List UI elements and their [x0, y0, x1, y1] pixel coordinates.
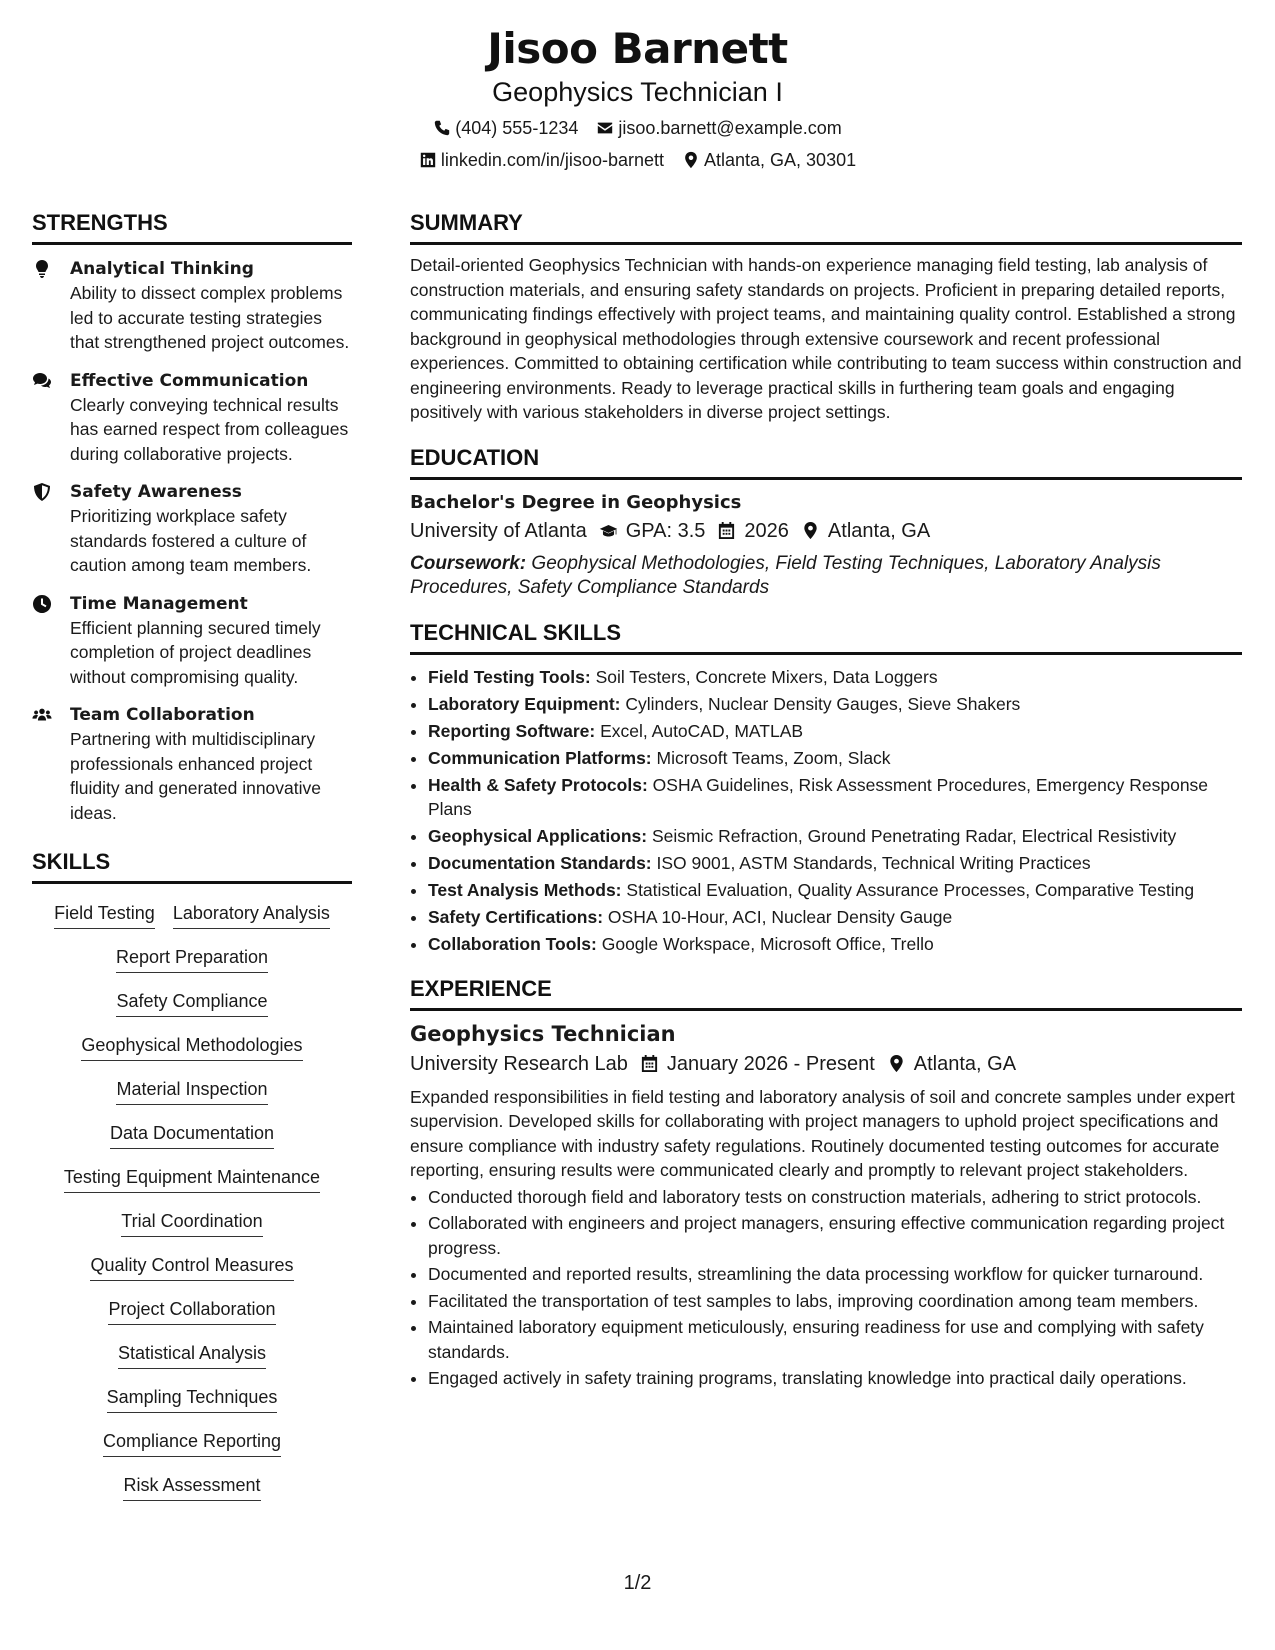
degree-name: Bachelor's Degree in Geophysics — [410, 491, 742, 513]
linkedin-contact[interactable] — [419, 148, 664, 172]
skill-tag: Report Preparation — [116, 944, 268, 973]
strength-desc: Ability to dissect complex problems led to accurate testing strategies that strengthened project outcomes. — [70, 283, 350, 352]
skill-tag: Field Testing — [54, 900, 155, 929]
location-text: Atlanta, GA, 30301 — [704, 150, 857, 170]
list-item: • Maintained laboratory equipment meticulously, ensuring readiness for use and complying with safety standards. — [428, 1315, 1242, 1364]
summary-text: Detail-oriented Geophysics Technician with hands-on experience managing field testing, lab analysis of construction materials, and ensuring safety standards on projects. Proficient in preparing detailed reports, communicating findings effectively with project teams, and maintaining quality control. Established a strong background in geophysical methodologies through extensive coursework and recent professional experiences. Committed to obtaining certification while contributing to team success within construction and engineering environments. Ready to leverage practical skills in furthering team goals and engaging positively with various stakeholders in diverse project settings. — [410, 255, 1242, 422]
job-dates: January 2026 - Present — [666, 1052, 875, 1075]
job-location: Atlanta, GA — [913, 1052, 1017, 1075]
graduation-year: 2026 — [744, 519, 789, 542]
strength-title: Time Management — [70, 593, 248, 614]
strength-title: Effective Communication — [70, 370, 309, 391]
dates-item — [640, 1049, 875, 1079]
gpa-text: GPA: 3.5 — [625, 519, 706, 542]
contact-row-1 — [0, 116, 1275, 140]
list-item — [428, 905, 1242, 929]
skill-tag: Testing Equipment Maintenance — [64, 1164, 320, 1193]
technical-skills-list — [410, 665, 1242, 956]
skill-tag: Trial Coordination — [121, 1208, 262, 1237]
skill-values: ISO 9001, ASTM Standards, Technical Writing Practices — [656, 852, 1091, 873]
skill-category: Documentation Standards: — [428, 852, 652, 873]
education-section — [410, 445, 1242, 600]
skill-tag: Project Collaboration — [108, 1296, 275, 1325]
graduation-cap-icon — [599, 521, 618, 540]
strength-item — [32, 369, 352, 467]
skill-category: Test Analysis Methods: — [428, 879, 622, 900]
location-contact — [682, 148, 856, 172]
list-item — [428, 773, 1242, 821]
list-item — [428, 824, 1242, 848]
list-item: • Facilitated the transportation of test samples to labs, improving coordination among team members. — [428, 1289, 1242, 1314]
job-description: Expanded responsibilities in field testing and laboratory analysis of soil and concrete samples under expert supervision. Developed skills for collaborating with project managers to uphold project specifications and ensure compliance with industry safety regulations. Routinely documented testing outcomes for accurate reporting, ensuring results were communicated clearly and promptly to relevant project stakeholders. — [410, 1086, 1235, 1180]
skills-section — [32, 849, 352, 1501]
list-item — [428, 719, 1242, 743]
phone-contact[interactable] — [433, 116, 578, 140]
experience-section — [410, 976, 1242, 1391]
job-meta — [410, 1049, 1242, 1079]
strength-item — [32, 480, 352, 578]
map-marker-icon — [801, 521, 820, 540]
strengths-heading: STRENGTHS — [32, 210, 352, 245]
skill-tag: Quality Control Measures — [90, 1252, 293, 1281]
list-item: • Documented and reported results, streamlining the data processing workflow for quicker turnaround. — [428, 1262, 1242, 1287]
strengths-list — [32, 257, 352, 825]
job-bullets — [410, 1185, 1242, 1391]
skills-list — [32, 900, 352, 1501]
phone-icon — [433, 119, 451, 137]
skill-tag: Data Documentation — [110, 1120, 274, 1149]
skill-category: Safety Certifications: — [428, 906, 604, 927]
list-item — [428, 692, 1242, 716]
technical-skills-section — [410, 620, 1242, 956]
comments-icon — [32, 371, 52, 391]
map-marker-icon — [887, 1054, 906, 1073]
school-name: University of Atlanta — [410, 519, 587, 542]
company-name: University Research Lab — [410, 1052, 628, 1075]
skill-category: Collaboration Tools: — [428, 933, 597, 954]
strength-title: Team Collaboration — [70, 705, 255, 725]
education-meta — [410, 516, 1242, 546]
users-icon — [32, 705, 52, 725]
skill-tag: Safety Compliance — [116, 988, 267, 1017]
strength-title: Safety Awareness — [70, 482, 242, 502]
contact-row-2 — [0, 148, 1275, 172]
skill-values: OSHA Guidelines, Risk Assessment Procedures, Emergency Response Plans — [428, 774, 1209, 819]
skill-values: Microsoft Teams, Zoom, Slack — [656, 747, 891, 768]
skills-heading: SKILLS — [32, 849, 352, 884]
strength-desc: Clearly conveying technical results has earned respect from colleagues during collaborative projects. — [70, 394, 349, 464]
email-address: jisoo.barnett@example.com — [618, 118, 842, 138]
envelope-icon — [596, 119, 614, 137]
skill-tag: Geophysical Methodologies — [81, 1032, 302, 1061]
technical-skills-heading: TECHNICAL SKILLS — [410, 620, 1242, 655]
list-item — [428, 746, 1242, 770]
candidate-name: Jisoo Barnett — [487, 24, 788, 73]
skill-category: Field Testing Tools: — [428, 666, 591, 687]
linkedin-icon — [419, 151, 437, 169]
list-item — [428, 851, 1242, 875]
job-location-item — [887, 1049, 1016, 1079]
list-item — [428, 665, 1242, 689]
list-item: • Collaborated with engineers and project managers, ensuring effective communication regarding project progress. — [428, 1211, 1242, 1260]
skill-values: OSHA 10-Hour, ACI, Nuclear Density Gauge — [607, 906, 953, 927]
edu-location-item — [801, 516, 930, 546]
skill-category: Geophysical Applications: — [428, 825, 648, 846]
skill-values: Seismic Refraction, Ground Penetrating Radar, Electrical Resistivity — [652, 825, 1177, 846]
strength-item — [32, 703, 352, 825]
education-heading: EDUCATION — [410, 445, 1242, 480]
left-column — [32, 210, 352, 1501]
strength-desc: Partnering with multidisciplinary professionals enhanced project fluidity and generated innovative ideas. — [70, 729, 322, 823]
lightbulb-icon — [32, 259, 52, 279]
map-marker-icon — [682, 151, 700, 169]
clock-icon — [32, 594, 52, 614]
strength-item — [32, 257, 352, 355]
list-item: • Engaged actively in safety training programs, translating knowledge into practical daily operations. — [428, 1366, 1242, 1391]
strength-desc: Prioritizing workplace safety standards fostered a culture of caution among team members. — [70, 506, 312, 575]
list-item: • Conducted thorough field and laboratory tests on construction materials, adhering to strict protocols. — [428, 1185, 1242, 1210]
skill-values: Soil Testers, Concrete Mixers, Data Loggers — [595, 666, 938, 687]
summary-heading: SUMMARY — [410, 210, 1242, 245]
calendar-icon — [717, 521, 736, 540]
strength-title: Analytical Thinking — [70, 259, 254, 279]
skill-values: Excel, AutoCAD, MATLAB — [600, 720, 804, 741]
email-contact[interactable] — [596, 116, 841, 140]
skill-tag: Risk Assessment — [123, 1472, 260, 1501]
gpa-item — [599, 516, 706, 546]
resume-header — [0, 22, 1275, 172]
page-number: 1/2 — [623, 1572, 652, 1594]
strength-item — [32, 592, 352, 690]
calendar-icon — [640, 1054, 659, 1073]
edu-location: Atlanta, GA — [827, 519, 931, 542]
shield-icon — [32, 482, 52, 502]
right-column — [410, 210, 1242, 1393]
skill-values: Cylinders, Nuclear Density Gauges, Sieve Shakers — [625, 693, 1021, 714]
linkedin-url: linkedin.com/in/jisoo-barnett — [440, 150, 664, 170]
skill-category: Laboratory Equipment: — [428, 693, 621, 714]
coursework-label: Coursework: — [410, 552, 527, 574]
skill-values: Statistical Evaluation, Quality Assurance Processes, Comparative Testing — [626, 879, 1195, 900]
job-title: Geophysics Technician I — [492, 77, 783, 107]
skill-category: Health & Safety Protocols: — [428, 774, 648, 795]
year-item — [717, 516, 789, 546]
list-item — [428, 878, 1242, 902]
list-item — [428, 932, 1242, 956]
skill-category: Reporting Software: — [428, 720, 596, 741]
skill-category: Communication Platforms: — [428, 747, 652, 768]
skill-tag: Sampling Techniques — [107, 1384, 278, 1413]
strength-desc: Efficient planning secured timely completion of project deadlines without compromising quality. — [70, 617, 321, 687]
experience-heading: EXPERIENCE — [410, 976, 1242, 1011]
skill-tag: Statistical Analysis — [118, 1340, 266, 1369]
coursework — [410, 552, 1242, 600]
skill-tag: Compliance Reporting — [103, 1428, 281, 1457]
skill-tag: Material Inspection — [116, 1076, 267, 1105]
skill-values: Google Workspace, Microsoft Office, Trello — [601, 933, 934, 954]
skill-tag: Laboratory Analysis — [173, 900, 330, 929]
coursework-list: Geophysical Methodologies, Field Testing Techniques, Laboratory Analysis Procedures, Safety Compliance Standards — [410, 552, 1161, 598]
position-title: Geophysics Technician — [410, 1021, 676, 1046]
phone-number: (404) 555-1234 — [455, 118, 579, 138]
